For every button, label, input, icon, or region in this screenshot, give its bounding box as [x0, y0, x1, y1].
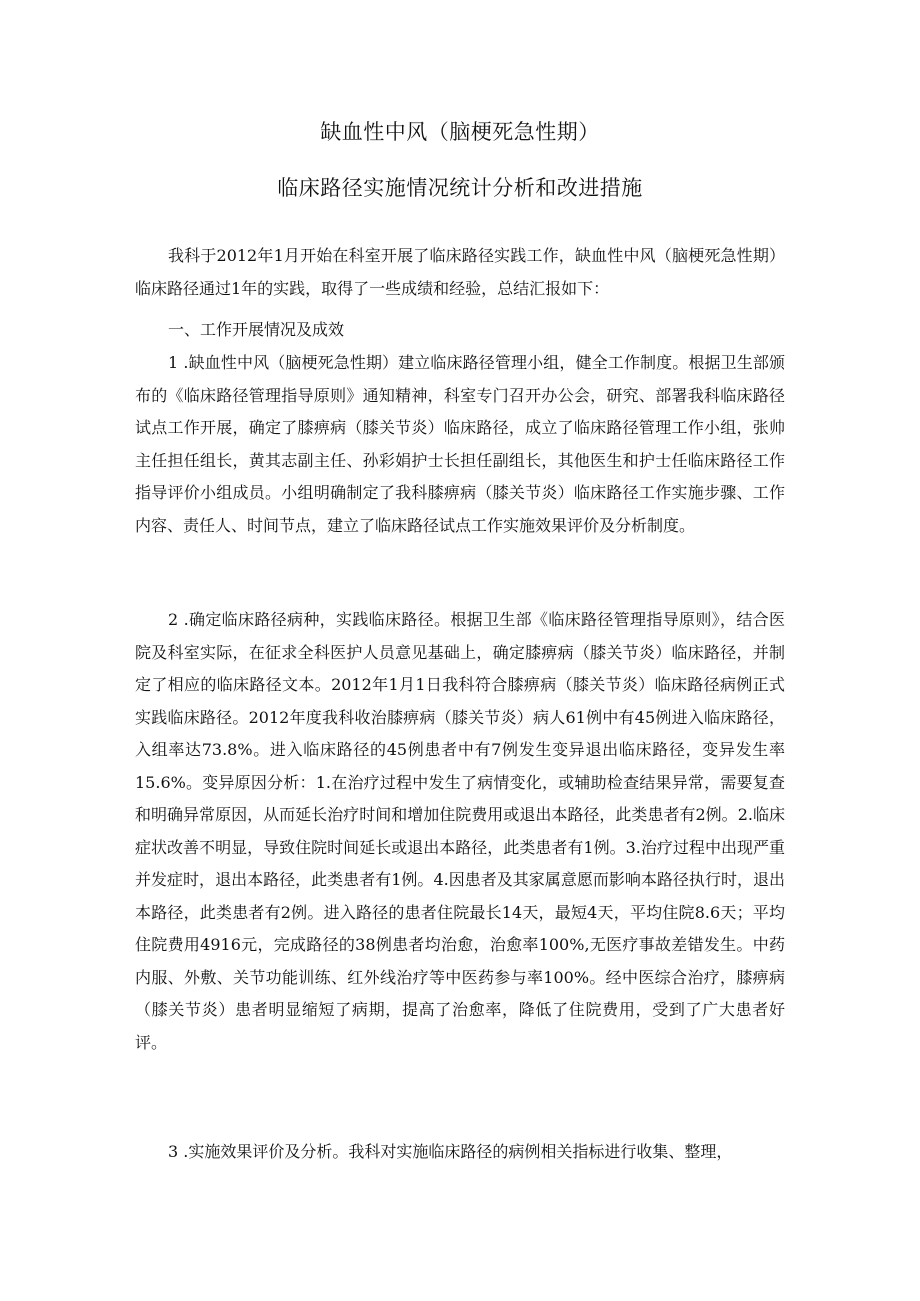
document-title-line1: 缺血性中风（脑梗死急性期） — [320, 120, 600, 144]
section-heading: 一、工作开展情况及成效 — [168, 320, 345, 339]
item-3-paragraph: 3 .实施效果评价及分析。我科对实施临床路径的病例相关指标进行收集、整理， — [168, 1142, 733, 1161]
item-1-paragraph: 1 .缺血性中风（脑梗死急性期）建立临床路径管理小组，健全工作制度。根据卫生部颁布的《临床路径管理指导原则》通知精神，科室专门召开办公会，研究、部署我科临床路径试点工作开展，确定了膝痹病（膝关节炎）临床路径，成立了临床路径管理工作小组，张帅主任担任组长，黄其志副主任、孙彩娟护士长担任副组长，其他医生和护士任临床路径工作指导评价小组成员。小组明确制定了我科膝痹病（膝关节炎）临床路径工作实施步骤、工作内容、责任人、时间节点，建立了临床路径试点工作实施效果评价及分析制度。 — [135, 353, 785, 535]
item-2-paragraph: 2 .确定临床路径病种，实践临床路径。根据卫生部《临床路径管理指导原则》，结合医院及科室实际，在征求全科医护人员意见基础上，确定膝痹病（膝关节炎）临床路径，并制定了相应的临床路径文本。2012年1月1日我科符合膝痹病（膝关节炎）临床路径病例正式实践临床路径。2012年度我科收治膝痹病（膝关节炎）病人61例中有45例进入临床路径，入组率达73.8%。进入临床路径的45例患者中有7例发生变异退出临床路径，变异发生率15.6%。变异原因分析：1.在治疗过程中发生了病情变化，或辅助检查结果异常，需要复查和明确异常原因，从而延长治疗时间和增加住院费用或退出本路径，此类患者有2例。2.临床症状改善不明显，导致住院时间延长或退出本路径，此类患者有1例。3.治疗过程中出现严重并发症时，退出本路径，此类患者有1例。4.因患者及其家属意愿而影响本路径执行时，退出本路径，此类患者有2例。进入路径的患者住院最长14天，最短4天，平均住院8.6天；平均住院费用4916元，完成路径的38例患者均治愈，治愈率100%,无医疗事故差错发生。中药内服、外敷、关节功能训练、红外线治疗等中医药参与率100%。经中医综合治疗，膝痹病（膝关节炎）患者明显缩短了病期，提高了治愈率，降低了住院费用，受到了广大患者好评。 — [135, 610, 785, 1052]
intro-paragraph: 我科于2012年1月开始在科室开展了临床路径实践工作，缺血性中风（脑梗死急性期）临床路径通过1年的实践，取得了一些成绩和经验，总结汇报如下： — [135, 246, 785, 298]
document-title-line2: 临床路径实施情况统计分析和改进措施 — [277, 176, 643, 200]
